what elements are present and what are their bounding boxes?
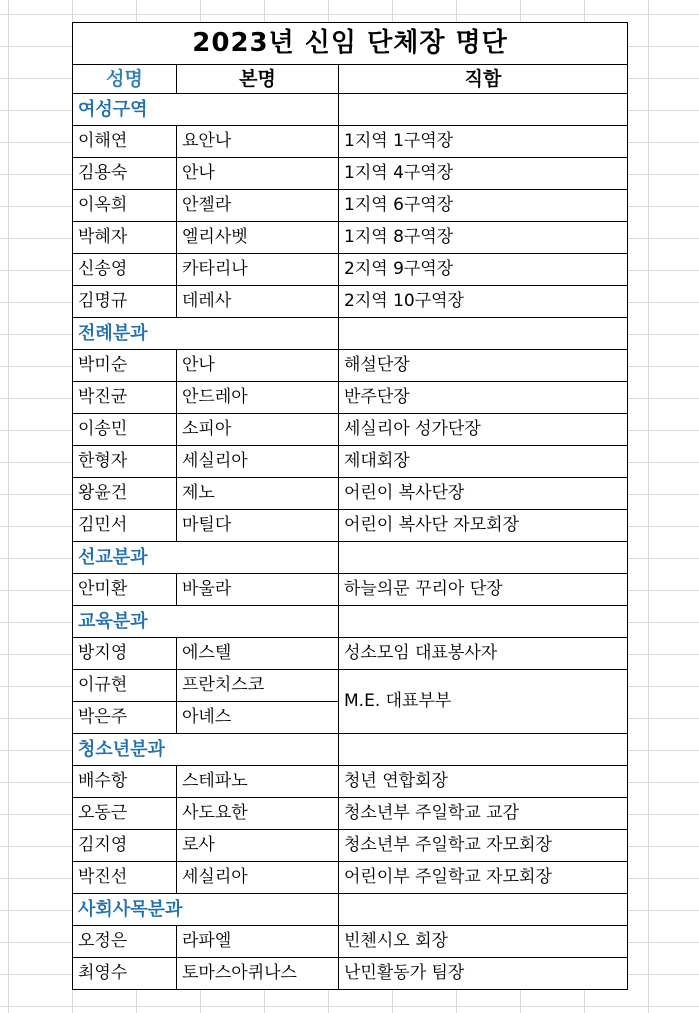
cell-baptismal-name[interactable]: 엘리사벳 bbox=[177, 222, 339, 254]
cell-name[interactable]: 이해연 bbox=[73, 126, 177, 158]
table-row bbox=[73, 158, 628, 190]
header-name[interactable]: 성명 bbox=[73, 65, 177, 94]
cell-baptismal-name[interactable]: 카타리나 bbox=[177, 254, 339, 286]
cell-baptismal-name[interactable]: 제노 bbox=[177, 478, 339, 510]
cell-position[interactable]: 빈첸시오 회장 bbox=[339, 926, 628, 958]
cell-name[interactable]: 안미환 bbox=[73, 574, 177, 606]
cell-name[interactable]: 한형자 bbox=[73, 446, 177, 478]
cell-name[interactable]: 김민서 bbox=[73, 510, 177, 542]
table-row bbox=[73, 446, 628, 478]
section-title[interactable]: 여성구역 bbox=[73, 94, 339, 126]
header-baptismal-name[interactable]: 본명 bbox=[177, 65, 339, 94]
cell-baptismal-name[interactable]: 데레사 bbox=[177, 286, 339, 318]
cell-position[interactable]: 청소년부 주일학교 자모회장 bbox=[339, 830, 628, 862]
cell-baptismal-name[interactable]: 아녜스 bbox=[177, 702, 339, 734]
section-row bbox=[73, 318, 628, 350]
section-title[interactable]: 교육분과 bbox=[73, 606, 339, 638]
cell-name[interactable]: 이옥희 bbox=[73, 190, 177, 222]
section-title[interactable]: 사회사목분과 bbox=[73, 894, 339, 926]
table-row bbox=[73, 926, 628, 958]
cell-baptismal-name[interactable]: 세실리아 bbox=[177, 446, 339, 478]
cell-name[interactable]: 박진선 bbox=[73, 862, 177, 894]
table-row bbox=[73, 478, 628, 510]
section-empty-cell[interactable] bbox=[339, 606, 628, 638]
cell-name[interactable]: 최영수 bbox=[73, 958, 177, 990]
cell-name[interactable]: 방지영 bbox=[73, 638, 177, 670]
header-position[interactable]: 직함 bbox=[339, 65, 628, 94]
cell-baptismal-name[interactable]: 프란치스코 bbox=[177, 670, 339, 702]
table-row bbox=[73, 862, 628, 894]
cell-position[interactable]: 어린이 복사단 자모회장 bbox=[339, 510, 628, 542]
cell-position[interactable]: 어린이 복사단장 bbox=[339, 478, 628, 510]
cell-baptismal-name[interactable]: 사도요한 bbox=[177, 798, 339, 830]
table-row bbox=[73, 638, 628, 670]
table-row bbox=[73, 350, 628, 382]
table-row bbox=[73, 190, 628, 222]
cell-position[interactable]: 세실리아 성가단장 bbox=[339, 414, 628, 446]
cell-name[interactable]: 오정은 bbox=[73, 926, 177, 958]
table-row bbox=[73, 574, 628, 606]
cell-position[interactable]: 어린이부 주일학교 자모회장 bbox=[339, 862, 628, 894]
section-empty-cell[interactable] bbox=[339, 318, 628, 350]
table-row bbox=[73, 766, 628, 798]
cell-position[interactable]: 2지역 9구역장 bbox=[339, 254, 628, 286]
cell-position[interactable]: 1지역 4구역장 bbox=[339, 158, 628, 190]
cell-position[interactable]: 제대회장 bbox=[339, 446, 628, 478]
cell-baptismal-name[interactable]: 토마스아퀴나스 bbox=[177, 958, 339, 990]
section-title[interactable]: 선교분과 bbox=[73, 542, 339, 574]
cell-baptismal-name[interactable]: 요안나 bbox=[177, 126, 339, 158]
cell-position[interactable]: 난민활동가 팀장 bbox=[339, 958, 628, 990]
table-row bbox=[73, 670, 628, 702]
cell-baptismal-name[interactable]: 에스텔 bbox=[177, 638, 339, 670]
header-row bbox=[73, 65, 628, 94]
cell-baptismal-name[interactable]: 세실리아 bbox=[177, 862, 339, 894]
section-row bbox=[73, 542, 628, 574]
cell-name[interactable]: 박진균 bbox=[73, 382, 177, 414]
cell-baptismal-name[interactable]: 마틸다 bbox=[177, 510, 339, 542]
section-empty-cell[interactable] bbox=[339, 94, 628, 126]
cell-name[interactable]: 김명규 bbox=[73, 286, 177, 318]
cell-name[interactable]: 김지영 bbox=[73, 830, 177, 862]
section-title[interactable]: 전례분과 bbox=[73, 318, 339, 350]
cell-position[interactable]: 해설단장 bbox=[339, 350, 628, 382]
cell-name[interactable]: 박은주 bbox=[73, 702, 177, 734]
cell-position[interactable]: M.E. 대표부부 bbox=[339, 670, 628, 734]
cell-position[interactable]: 1지역 1구역장 bbox=[339, 126, 628, 158]
table-row bbox=[73, 510, 628, 542]
section-title[interactable]: 청소년분과 bbox=[73, 734, 339, 766]
cell-name[interactable]: 왕윤건 bbox=[73, 478, 177, 510]
cell-name[interactable]: 김용숙 bbox=[73, 158, 177, 190]
cell-position[interactable]: 반주단장 bbox=[339, 382, 628, 414]
table-row bbox=[73, 286, 628, 318]
roster-table bbox=[72, 22, 628, 990]
cell-baptismal-name[interactable]: 안드레아 bbox=[177, 382, 339, 414]
cell-baptismal-name[interactable]: 소피아 bbox=[177, 414, 339, 446]
cell-baptismal-name[interactable]: 스테파노 bbox=[177, 766, 339, 798]
section-empty-cell[interactable] bbox=[339, 542, 628, 574]
sheet-title[interactable]: 2023년 신임 단체장 명단 bbox=[73, 23, 628, 65]
table-row bbox=[73, 222, 628, 254]
table-row bbox=[73, 958, 628, 990]
cell-baptismal-name[interactable]: 안나 bbox=[177, 158, 339, 190]
section-empty-cell[interactable] bbox=[339, 734, 628, 766]
section-empty-cell[interactable] bbox=[339, 894, 628, 926]
cell-baptismal-name[interactable]: 로사 bbox=[177, 830, 339, 862]
table-row bbox=[73, 798, 628, 830]
cell-position[interactable]: 2지역 10구역장 bbox=[339, 286, 628, 318]
cell-position[interactable]: 하늘의문 꾸리아 단장 bbox=[339, 574, 628, 606]
table-row bbox=[73, 382, 628, 414]
cell-name[interactable]: 신송영 bbox=[73, 254, 177, 286]
cell-position[interactable]: 성소모임 대표봉사자 bbox=[339, 638, 628, 670]
cell-position[interactable]: 청년 연합회장 bbox=[339, 766, 628, 798]
cell-name[interactable]: 박미순 bbox=[73, 350, 177, 382]
section-row bbox=[73, 894, 628, 926]
cell-name[interactable]: 박혜자 bbox=[73, 222, 177, 254]
section-row bbox=[73, 606, 628, 638]
cell-position[interactable]: 1지역 8구역장 bbox=[339, 222, 628, 254]
cell-baptismal-name[interactable]: 안나 bbox=[177, 350, 339, 382]
cell-name[interactable]: 배수항 bbox=[73, 766, 177, 798]
section-row bbox=[73, 94, 628, 126]
section-row bbox=[73, 734, 628, 766]
table-row bbox=[73, 254, 628, 286]
cell-baptismal-name[interactable]: 안젤라 bbox=[177, 190, 339, 222]
table-row bbox=[73, 126, 628, 158]
cell-name[interactable]: 오동근 bbox=[73, 798, 177, 830]
cell-position[interactable]: 청소년부 주일학교 교감 bbox=[339, 798, 628, 830]
cell-name[interactable]: 이규현 bbox=[73, 670, 177, 702]
table-row bbox=[73, 830, 628, 862]
table-row bbox=[73, 414, 628, 446]
cell-baptismal-name[interactable]: 라파엘 bbox=[177, 926, 339, 958]
cell-position[interactable]: 1지역 6구역장 bbox=[339, 190, 628, 222]
cell-baptismal-name[interactable]: 바울라 bbox=[177, 574, 339, 606]
cell-name[interactable]: 이송민 bbox=[73, 414, 177, 446]
